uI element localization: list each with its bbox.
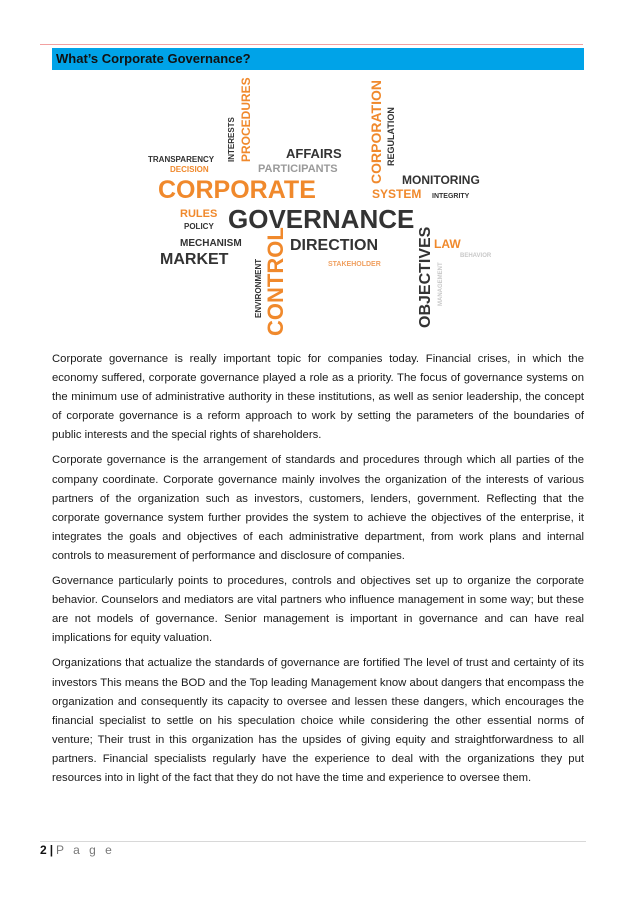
word-corporate: CORPORATE [158, 176, 316, 204]
page-footer [40, 843, 115, 857]
word-governance: GOVERNANCE [228, 204, 415, 234]
word-procedures: PROCEDURES [239, 77, 253, 162]
word-stakeholder: STAKEHOLDER [328, 261, 381, 268]
word-objectives: OBJECTIVES [417, 226, 434, 328]
word-market: MARKET [160, 251, 229, 268]
page-label: P a g e [56, 843, 115, 857]
top-rule [40, 44, 583, 45]
word-behavior: BEHAVIOR [460, 253, 492, 259]
word-rules: RULES [180, 208, 218, 220]
paragraph-4: Organizations that actualize the standards of governance are fortified The level of trust and certainty of its investors This means the BOD and the Top leading Management know about dangers that encompass the organization and consequently its capacity to oversee and lessen these dangers, which encourages the financial specialist to settle on his speculation choice while considering the other essential norms of venture; Their trust in this organization has the upsides of giving equity and straightforwardness to all partners. Financial specialists regularly have the experience to deal with the organizations they put resources into in light of the fact that they do not have the time and experience to oversee them. [52, 657, 584, 784]
word-regulation: REGULATION [386, 107, 396, 166]
word-mechanism: MECHANISM [180, 238, 242, 249]
word-policy: POLICY [184, 222, 214, 231]
word-control: CONTROL [263, 227, 288, 336]
paragraph-2: Corporate governance is the arrangement of standards and procedures through which all parties of the company coordinate. Corporate governance mainly involves the organization of the interests of various partners of the organization such as investors, customers, lenders, government. Reflecting that the corporate governance system further provides the system to achieve the objectives of the enterprise, it integrates the goals and objectives of each administrative department, from work plans and internal controls to measurement of performance and disclosure of companies. [52, 454, 584, 562]
word-participants: PARTICIPANTS [258, 163, 338, 175]
footer-rule [40, 841, 586, 842]
word-affairs: AFFAIRS [286, 146, 342, 161]
page-number: 2 [40, 843, 47, 857]
word-monitoring: MONITORING [402, 173, 480, 187]
word-direction: DIRECTION [290, 237, 378, 254]
section-heading-bar [52, 48, 584, 70]
word-transparency: TRANSPARENCY [148, 155, 215, 164]
section-heading: What’s Corporate Governance? [56, 51, 251, 66]
word-interests: INTERESTS [227, 117, 236, 162]
word-management: MANAGEMENT [438, 262, 444, 306]
paragraph-3: Governance particularly points to procedures, controls and objectives set up to organize the corporate behavior. Counselors and mediators are vital partners who influence management in some way; but these are not models of governance. Senior management is important in governance and can have real implications for equity valuation. [52, 575, 584, 645]
word-corporation: CORPORATION [368, 80, 384, 184]
paragraph-1: Corporate governance is really important topic for companies today. Financial crises, in which the economy suffered, corporate governance played a role as a priority. The focus of governance systems on the minimum use of administrative authority in these institutions, as well as senior leadership, the concept of corporate governance is a reform approach to work by setting the parameters of the boundaries of public interests and the special rights of shareholders. [52, 353, 584, 442]
footer-separator: | [49, 843, 54, 857]
word-environment: ENVIRONMENT [254, 258, 263, 318]
word-integrity: INTEGRITY [432, 193, 470, 200]
body-text [52, 350, 584, 794]
word-cloud-image [140, 74, 500, 344]
word-decision: DECISION [170, 165, 209, 174]
word-law: LAW [434, 237, 461, 251]
word-system: SYSTEM [372, 187, 422, 201]
